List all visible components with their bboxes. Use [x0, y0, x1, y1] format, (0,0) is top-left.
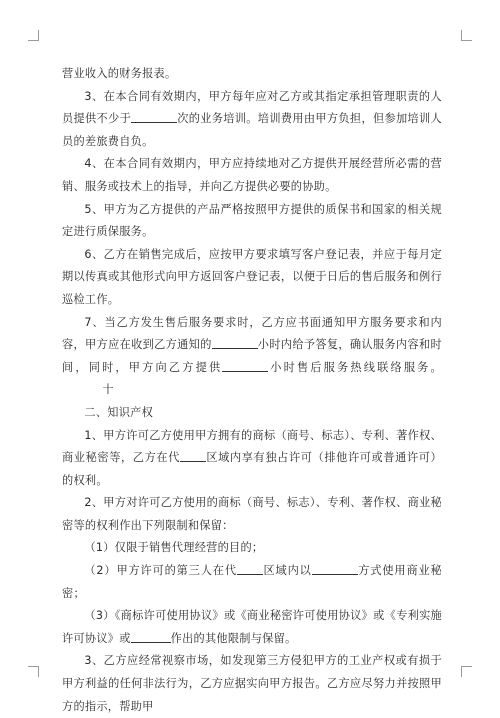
paragraph-text: 7、当乙方发生售后服务要求时，乙方应书面通知甲方服务要求和内容，甲方应在收到乙方通知的 — [62, 315, 442, 352]
fill-in-blank[interactable] — [212, 336, 258, 349]
fill-in-blank[interactable] — [312, 562, 358, 575]
stray-mark: 十 — [102, 383, 114, 397]
heading-text: 二、知识产权 — [84, 405, 154, 419]
paragraph-text: 3、乙方应经常视察市场，如发现第三方侵犯甲方的工业产权或有损于甲方利益的任何非法行为，乙方应据实向甲方报告。乙方应尽努力并按照甲方的指示，帮助甲 — [62, 654, 442, 713]
crop-mark-bottom-right — [461, 666, 472, 677]
paragraph-ip-1 — [62, 425, 442, 493]
paragraph-text: 方式使用商业秘密； — [62, 564, 442, 600]
list-item-3 — [62, 605, 442, 650]
fill-in-blank[interactable] — [237, 562, 263, 575]
paragraph-text: 区域内享有独占许可（排他许可或普通许可）的权利。 — [62, 451, 442, 487]
paragraph-text: 5、甲方为乙方提供的产品严格按照甲方提供的质保书和国家的相关规定进行质保服务。 — [62, 202, 442, 239]
paragraph-text: （2）甲方许可的第三人在代 — [84, 564, 237, 578]
crop-mark-bottom-left — [28, 666, 39, 677]
paragraph-6 — [62, 244, 442, 312]
crop-mark-top-left — [28, 30, 39, 41]
list-item-1 — [62, 537, 442, 560]
paragraph-ip-3 — [62, 650, 442, 718]
paragraph-text: 2、甲方对许可乙方使用的商标（商号、标志）、专利、著作权、商业秘密等的权利作出下列限制和保留： — [62, 496, 442, 532]
paragraph-text: 1、甲方许可乙方使用甲方拥有的商标（商号、标志）、专利、著作权、商业秘密等，乙方在代 — [62, 428, 442, 465]
fill-in-blank[interactable] — [131, 110, 177, 123]
paragraph-7 — [62, 312, 442, 402]
fill-in-blank[interactable] — [131, 630, 171, 643]
paragraph-text: （1）仅限于销售代理经营的目的； — [84, 541, 264, 555]
paragraph-continuation — [62, 63, 442, 86]
paragraph-text: 小时内给予答复，确认服务内容和时间，同时，甲方向乙方提供 — [62, 338, 442, 374]
crop-mark-top-right — [461, 30, 472, 41]
paragraph-text: 营业收入的财务报表。 — [62, 67, 177, 80]
document-body — [62, 63, 442, 718]
paragraph-ip-2 — [62, 492, 442, 537]
paragraph-text: 3、在本合同有效期内，甲方每年应对乙方或其指定承担管理职责的人员提供不少于 — [62, 89, 442, 126]
paragraph-text: 小时售后服务热线联络服务。 — [268, 360, 442, 374]
list-item-2 — [62, 560, 442, 605]
paragraph-text: 作出的其他限制与保留。 — [170, 631, 297, 645]
paragraph-4 — [62, 153, 442, 198]
paragraph-text: 4、在本合同有效期内，甲方应持续地对乙方提供开展经营所必需的营销、服务或技术上的指导，并向乙方提供必要的协助。 — [62, 157, 442, 193]
paragraph-text: （3）《商标许可使用协议》或《商业秘密许可使用协议》或《专利实施许可协议》或 — [62, 609, 442, 645]
fill-in-blank[interactable] — [180, 449, 206, 462]
paragraph-text: 区域内以 — [262, 564, 312, 578]
paragraph-text: 6、乙方在销售完成后，应按甲方要求填写客户登记表，并应于每月定期以传真或其他形式向甲方返回客户登记表，以便于日后的售后服务和例行巡检工作。 — [62, 247, 442, 306]
paragraph-5 — [62, 199, 442, 244]
paragraph-text: 次的业务培训。培训费用由甲方负担，但参加培训人员的差旅费自负。 — [62, 112, 442, 148]
paragraph-3 — [62, 86, 442, 154]
fill-in-blank[interactable] — [222, 359, 268, 372]
section-heading — [62, 402, 442, 425]
